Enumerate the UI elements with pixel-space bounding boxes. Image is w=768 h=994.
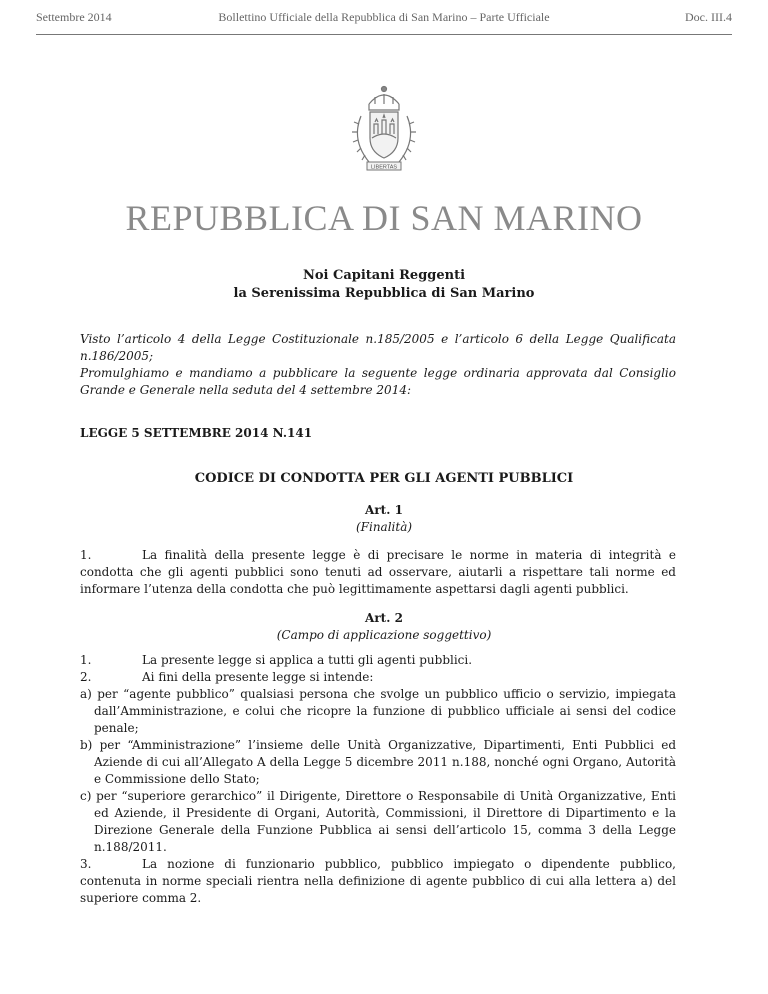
emblem-motto: LIBERTAS [370,164,398,171]
article-1-comma-1 [80,547,676,598]
article-1-heading [0,502,768,536]
article-2-heading [0,610,768,644]
article-2-number: Art. 2 [365,611,403,625]
article-2-comma-2 [80,669,676,686]
comma-text: La nozione di funzionario pubblico, pubblico impiegato o dipendente pubblico, contenuta in norme speciali rientra nella definizione di agente pubblico di cui alla lettera a) del superiore comma 2. [80,857,676,905]
definition-b: b) per “Amministrazione” l’insieme delle Unità Organizzative, Dipartimenti, Enti Pubblici ed Aziende di cui all’Allegato A della Legge 5 dicembre 2011 n.188, nonché ogni Organo, Autorità e Commissione dello Stato; [80,738,676,786]
article-2-comma-1 [80,652,676,669]
page-header [36,10,732,32]
preamble [80,331,676,399]
code-title: CODICE DI CONDOTTA PER GLI AGENTI PUBBLICI [194,471,574,486]
law-identifier: LEGGE 5 SETTEMBRE 2014 N.141 [80,426,313,440]
definition-a: a) per “agente pubblico” qualsiasi persona che svolge un pubblico ufficio o servizio, impiegata dall’Amministrazione, e colui che ricopre la funzione di pubblico ufficiale ai sensi del codice penale; [80,687,676,735]
comma-number: 3. [80,857,92,871]
header-date: Settembre 2014 [36,10,112,24]
comma-text: La presente legge si applica a tutti gli agenti pubblici. [142,653,473,667]
definition-c: c) per “superiore gerarchico” il Dirigente, Direttore o Responsabile di Unità Organizzative, Enti ed Aziende, il Presidente di Organi, Autorità, Commissioni, il Direttore di Dipartimento e la Direzione Generale della Funzione Pubblica ai sensi dell’articolo 15, comma 3 della Legge n.188/2011. [80,789,676,854]
coat-of-arms-icon [345,82,423,174]
regents-heading [0,267,768,303]
comma-number: 1. [80,653,92,667]
article-2-body [80,652,676,907]
article-2-comma-3 [80,856,676,907]
comma-text: Ai fini della presente legge si intende: [142,670,374,684]
article-2-subtitle: (Campo di applicazione soggettivo) [276,628,492,642]
comma-number: 1. [80,548,92,562]
article-1-subtitle: (Finalità) [355,520,413,534]
page-title: REPUBBLICA DI SAN MARINO [125,198,643,238]
article-1-number: Art. 1 [365,503,403,517]
comma-number: 2. [80,670,92,684]
regents-line-1: Noi Capitani Reggenti [302,268,466,283]
header-divider [36,34,732,35]
comma-text: La finalità della presente legge è di precisare le norme in materia di integrità e condotta che gli agenti pubblici sono tenuti ad osservare, aiutarli a rispettare tali norme ed informare l’utenza della condotta che può legittimamente aspettarsi dagli agenti pubblici. [80,548,676,596]
preamble-paragraph-2: Promulghiamo e mandiamo a pubblicare la seguente legge ordinaria approvata dal Consiglio Grande e Generale nella seduta del 4 settembre 2014: [80,366,676,397]
preamble-paragraph-1: Visto l’articolo 4 della Legge Costituzionale n.185/2005 e l’articolo 6 della Legge Qualificata n.186/2005; [80,332,676,363]
regents-line-2: la Serenissima Repubblica di San Marino [233,286,535,301]
header-bulletin-title: Bollettino Ufficiale della Repubblica di San Marino – Parte Ufficiale [218,10,550,24]
header-doc-number: Doc. III.4 [685,10,732,24]
